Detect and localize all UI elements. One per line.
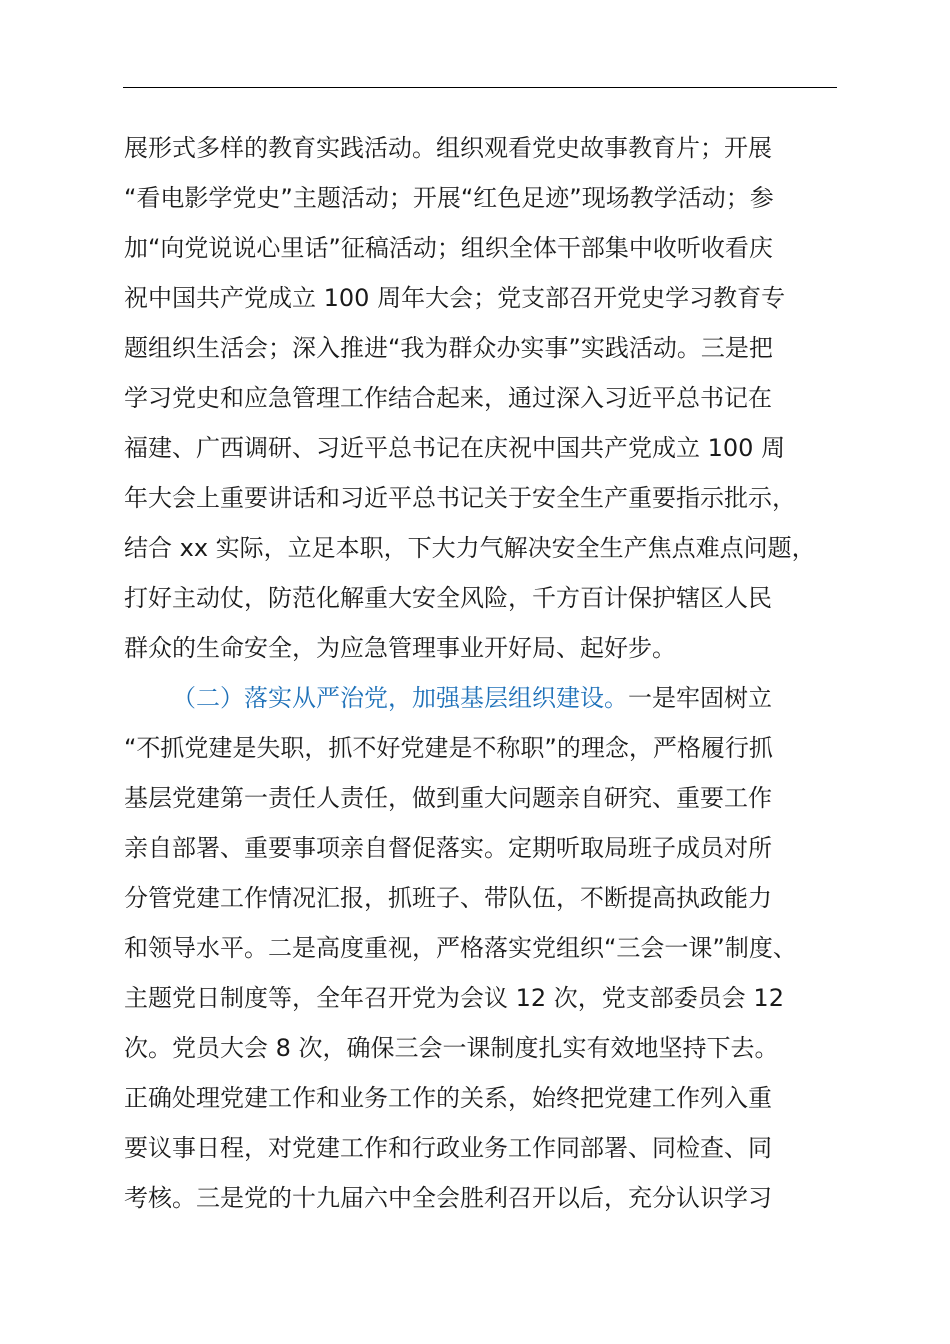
text-line: 分管党建工作情况汇报，抓班子、带队伍，不断提高执政能力 [124,884,772,912]
text-line: 福建、广西调研、习近平总书记在庆祝中国共产党成立 100 周 [124,434,786,462]
text-line: 打好主动仗，防范化解重大安全风险，千方百计保护辖区人民 [124,584,772,612]
text-line: 题组织生活会；深入推进“我为群众办实事”实践活动。三是把 [124,334,773,362]
section-first-line [172,680,932,716]
section-first-line-text: 一是牢固树立 [628,684,772,712]
text-line: 基层党建第一责任人责任，做到重大问题亲自研究、重要工作 [124,784,772,812]
text-line: 祝中国共产党成立 100 周年大会；党支部召开党史学习教育专 [124,284,786,312]
text-line: 要议事日程，对党建工作和行政业务工作同部署、同检查、同 [124,1134,772,1162]
text-line: 次。党员大会 8 次，确保三会一课制度扎实有效地坚持下去。 [124,1034,779,1062]
text-line: 和领导水平。二是高度重视，严格落实党组织“三会一课”制度、 [124,934,797,962]
text-line: “不抓党建是失职，抓不好党建是不称职”的理念，严格履行抓 [124,734,773,762]
text-line: 结合 xx 实际，立足本职，下大力气解决安全生产焦点难点问题， [124,534,816,562]
text-line: 加“向党说说心里话”征稿活动；组织全体干部集中收听收看庆 [124,234,773,262]
text-line: “看电影学党史”主题活动；开展“红色足迹”现场教学活动；参 [124,184,774,212]
text-line: 展形式多样的教育实践活动。组织观看党史故事教育片；开展 [124,134,772,162]
section-heading: （二）落实从严治党，加强基层组织建设。 [172,684,628,712]
text-line: 主题党日制度等，全年召开党为会议 12 次，党支部委员会 12 [124,984,784,1012]
text-line: 学习党史和应急管理工作结合起来，通过深入习近平总书记在 [124,384,772,412]
text-line: 群众的生命安全，为应急管理事业开好局、起好步。 [124,634,676,662]
text-line: 亲自部署、重要事项亲自督促落实。定期听取局班子成员对所 [124,834,772,862]
header-rule [123,87,837,88]
text-line: 考核。三是党的十九届六中全会胜利召开以后，充分认识学习 [124,1184,772,1212]
text-line: 正确处理党建工作和业务工作的关系，始终把党建工作列入重 [124,1084,772,1112]
text-line: 年大会上重要讲话和习近平总书记关于安全生产重要指示批示， [124,484,796,512]
